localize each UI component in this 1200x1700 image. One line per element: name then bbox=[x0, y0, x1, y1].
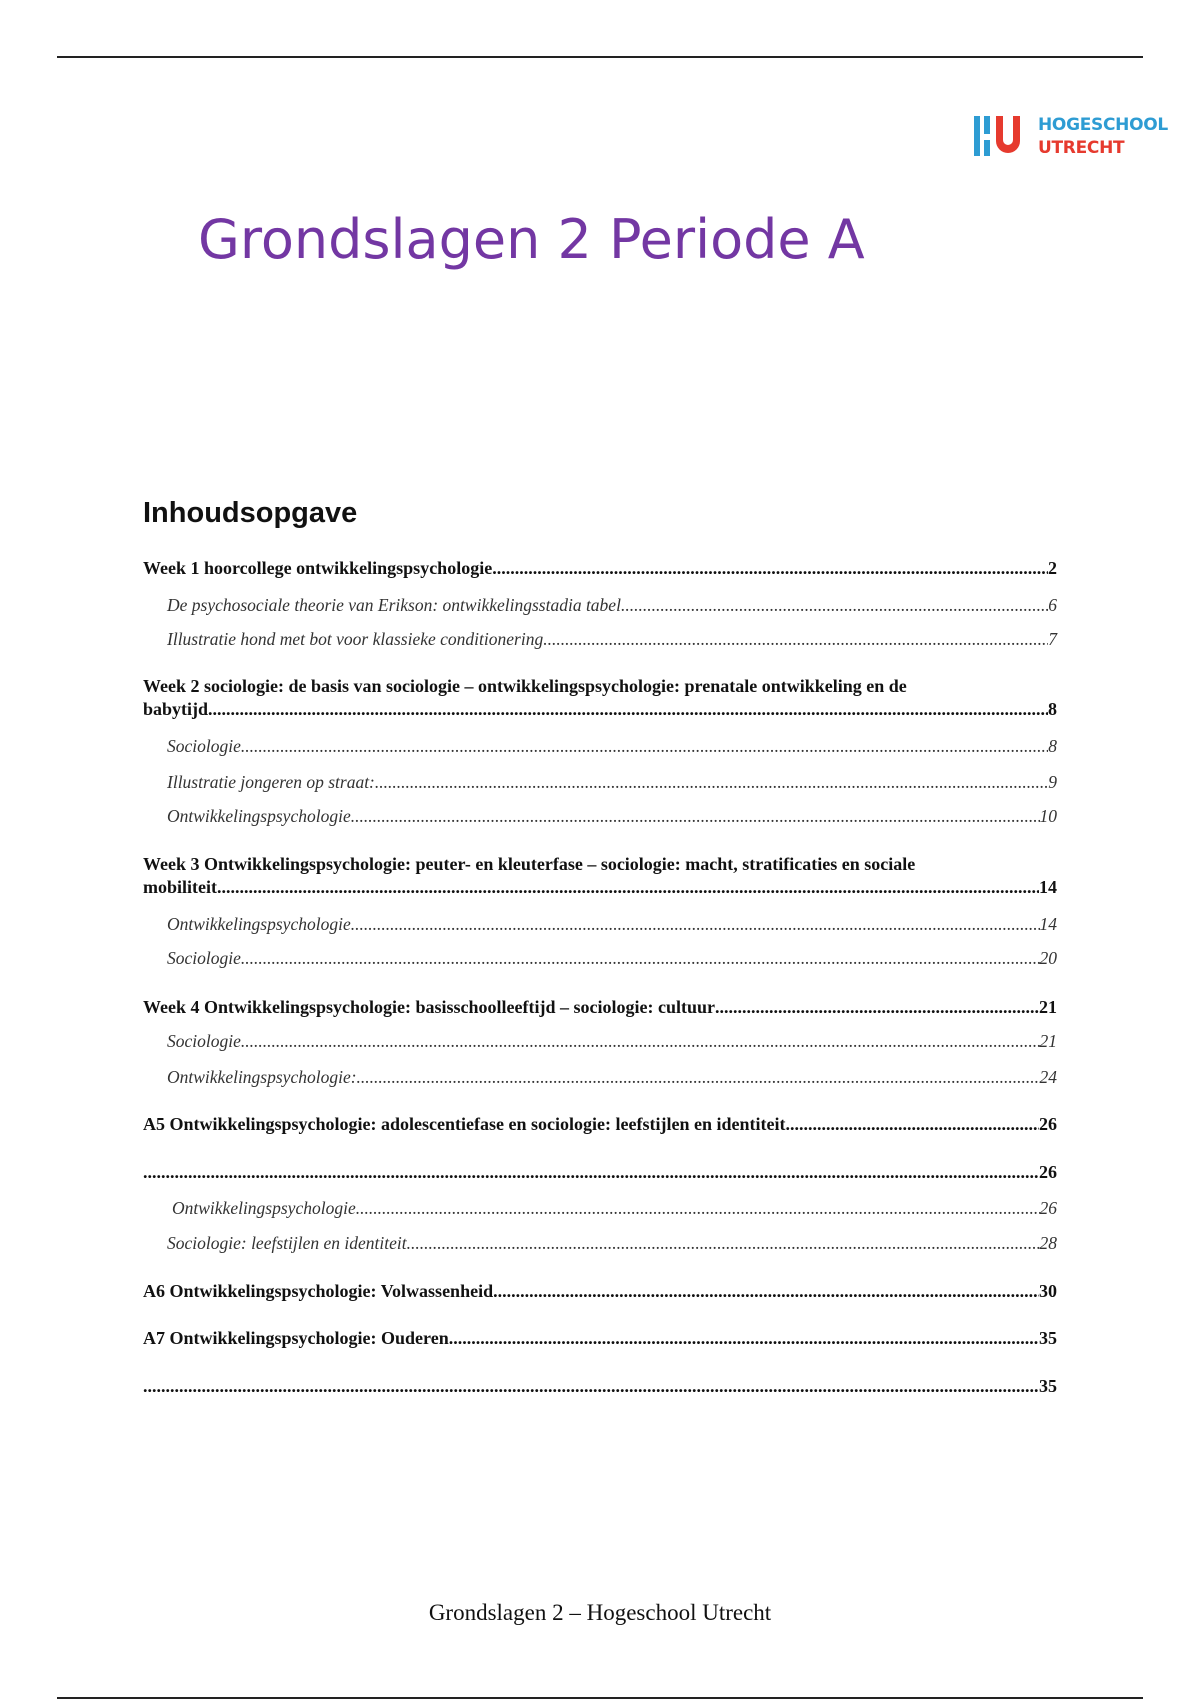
toc-entry-text: Sociologie bbox=[167, 948, 241, 968]
toc-leader bbox=[492, 557, 1048, 580]
toc-entry-page: 10 bbox=[1039, 806, 1057, 826]
toc-entry-text-line2: babytijd bbox=[143, 699, 209, 719]
toc-leader bbox=[241, 1030, 1040, 1053]
toc-entry[interactable] bbox=[167, 628, 1057, 651]
toc-leader bbox=[351, 805, 1040, 828]
toc-leader bbox=[241, 735, 1048, 758]
logo-line-1: HOGESCHOOL bbox=[1038, 115, 1168, 135]
toc-leader bbox=[241, 947, 1040, 970]
hogeschool-utrecht-logo bbox=[974, 114, 1168, 162]
toc-entry-page: 26 bbox=[1039, 1198, 1057, 1218]
toc-entry[interactable] bbox=[167, 1232, 1057, 1255]
toc-entry-text: Sociologie bbox=[167, 1031, 241, 1051]
toc-entry-page: 21 bbox=[1039, 1031, 1057, 1051]
toc-entry-page: 26 bbox=[1039, 1114, 1057, 1134]
hu-logo-icon bbox=[974, 116, 1024, 160]
toc-entry[interactable] bbox=[167, 594, 1057, 617]
toc-entry[interactable] bbox=[167, 805, 1057, 828]
toc-entry-text: Sociologie: leefstijlen en identiteit bbox=[167, 1233, 407, 1253]
toc-entry-text: Illustratie jongeren op straat: bbox=[167, 772, 375, 792]
toc-entry[interactable] bbox=[167, 1066, 1057, 1089]
toc-leader bbox=[543, 628, 1048, 651]
toc-entry[interactable] bbox=[167, 735, 1057, 758]
toc-entry-text: A7 Ontwikkelingspsychologie: Ouderen bbox=[143, 1328, 449, 1348]
toc-entry[interactable] bbox=[143, 557, 1057, 580]
toc-entry-text: Week 1 hoorcollege ontwikkelingspsychologie bbox=[143, 558, 493, 578]
toc-entry-page: 30 bbox=[1039, 1281, 1057, 1301]
toc-entry-text: A5 Ontwikkelingspsychologie: adolescentiefase en sociologie: leefstijlen en identiteit bbox=[143, 1114, 786, 1134]
toc-leader bbox=[375, 771, 1048, 794]
toc-entry-text: Illustratie hond met bot voor klassieke conditionering bbox=[167, 629, 544, 649]
toc-entry-page: 9 bbox=[1048, 772, 1057, 792]
toc-entry-page: 20 bbox=[1039, 948, 1057, 968]
toc-entry-page: 7 bbox=[1048, 629, 1057, 649]
toc-leader bbox=[356, 1197, 1040, 1220]
toc-entry[interactable] bbox=[167, 913, 1057, 936]
header-rule bbox=[57, 56, 1143, 58]
toc-entry-page: 21 bbox=[1039, 997, 1057, 1017]
toc-entry-page: 35 bbox=[1039, 1376, 1057, 1396]
toc-entry-text: Week 4 Ontwikkelingspsychologie: basisschoolleeftijd – sociologie: cultuur bbox=[143, 997, 716, 1017]
toc-leader bbox=[208, 698, 1048, 721]
toc-entry-text: A6 Ontwikkelingspsychologie: Volwassenheid bbox=[143, 1281, 494, 1301]
toc-leader bbox=[217, 876, 1039, 899]
toc-entry[interactable] bbox=[172, 1197, 1057, 1220]
toc-entry-page: 24 bbox=[1039, 1067, 1057, 1087]
toc-leader bbox=[143, 1375, 1039, 1398]
toc-entry-text: Ontwikkelingspsychologie: bbox=[167, 1067, 357, 1087]
document-title: Grondslagen 2 Periode A bbox=[198, 208, 865, 271]
toc-leader bbox=[715, 996, 1039, 1019]
toc-entry-text: Ontwikkelingspsychologie bbox=[172, 1198, 356, 1218]
toc-entry[interactable] bbox=[143, 675, 1057, 721]
toc-entry[interactable] bbox=[143, 996, 1057, 1019]
toc-leader bbox=[493, 1280, 1039, 1303]
toc-entry-text-line1: Week 2 sociologie: de basis van sociologie – ontwikkelingspsychologie: prenatale ontwikkeling en de bbox=[143, 676, 907, 696]
toc-entry-text-line2: mobiliteit bbox=[143, 877, 217, 897]
page-footer: Grondslagen 2 – Hogeschool Utrecht bbox=[428, 1600, 772, 1625]
toc-entry[interactable] bbox=[167, 947, 1057, 970]
toc-entry-page: 6 bbox=[1048, 595, 1057, 615]
toc-entry-page: 14 bbox=[1039, 877, 1057, 897]
toc-entry-page: 26 bbox=[1039, 1162, 1057, 1182]
toc-entry-page: 8 bbox=[1048, 699, 1057, 719]
toc-entry-page: 14 bbox=[1039, 914, 1057, 934]
toc-entry-text-line1: Week 3 Ontwikkelingspsychologie: peuter- en kleuterfase – sociologie: macht, stratificaties en sociale bbox=[143, 854, 916, 874]
toc-leader bbox=[351, 913, 1040, 936]
toc-leader bbox=[785, 1113, 1039, 1136]
toc-leader bbox=[143, 1161, 1039, 1184]
toc-entry-text: Ontwikkelingspsychologie bbox=[167, 806, 351, 826]
toc-entry-page: 28 bbox=[1039, 1233, 1057, 1253]
toc-entry[interactable] bbox=[143, 1161, 1057, 1184]
toc-entry[interactable] bbox=[143, 1327, 1057, 1350]
toc-heading: Inhoudsopgave bbox=[143, 497, 358, 529]
toc-entry-text: Ontwikkelingspsychologie bbox=[167, 914, 351, 934]
toc-entry[interactable] bbox=[143, 1280, 1057, 1303]
toc-leader bbox=[621, 594, 1048, 617]
toc-entry[interactable] bbox=[143, 1375, 1057, 1398]
toc-entry[interactable] bbox=[143, 1113, 1057, 1136]
toc-entry-text: De psychosociale theorie van Erikson: ontwikkelingsstadia tabel bbox=[167, 595, 621, 615]
toc-leader bbox=[357, 1066, 1040, 1089]
toc-entry-page: 2 bbox=[1048, 558, 1057, 578]
toc-entry[interactable] bbox=[167, 1030, 1057, 1053]
toc-entry[interactable] bbox=[167, 771, 1057, 794]
toc-entry-text: Sociologie bbox=[167, 736, 241, 756]
footer-rule bbox=[57, 1697, 1143, 1699]
toc-leader bbox=[407, 1232, 1040, 1255]
toc-entry-page: 8 bbox=[1048, 736, 1057, 756]
logo-line-2: UTRECHT bbox=[1038, 138, 1125, 158]
toc-leader bbox=[449, 1327, 1039, 1350]
toc-entry-page: 35 bbox=[1039, 1328, 1057, 1348]
toc-entry[interactable] bbox=[143, 853, 1057, 899]
